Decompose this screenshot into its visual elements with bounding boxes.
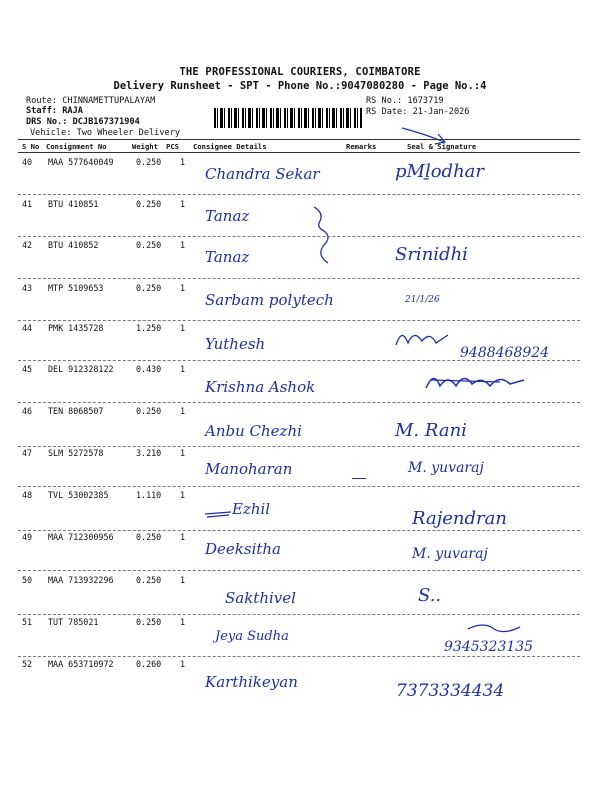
consignee-handwriting: Chandra Sekar	[205, 165, 320, 183]
weight: 0.260	[136, 659, 162, 669]
sno: 42	[22, 240, 33, 250]
sno: 51	[22, 617, 33, 627]
rs-number: RS No.: 1673719	[366, 96, 444, 106]
signature-scribble	[392, 325, 452, 351]
table-row	[0, 575, 600, 617]
staff-label: Staff: RAJA	[26, 106, 83, 116]
sno: 50	[22, 575, 33, 585]
vehicle-label: Vehicle: Two Wheeler Delivery	[30, 128, 181, 138]
pcs: 1	[180, 448, 186, 458]
consignment-no: TEN 8068507	[48, 406, 104, 416]
consignment-no: MAA 653710972	[48, 659, 114, 669]
consignee-handwriting: Krishna Ashok	[205, 378, 316, 396]
weight: 0.250	[136, 283, 162, 293]
sno: 40	[22, 157, 33, 167]
weight: 3.210	[136, 448, 162, 458]
consignee-handwriting: Ezhil	[232, 500, 271, 518]
consignment-no: TVL 53002385	[48, 490, 109, 500]
row-divider	[18, 194, 580, 195]
pcs: 1	[180, 617, 186, 627]
consignee-handwriting: Tanaz	[205, 248, 250, 266]
remark-dash	[352, 478, 366, 479]
consignment-no: BTU 410852	[48, 240, 99, 250]
consignment-no: TUT 785021	[48, 617, 99, 627]
consignee-handwriting: Jeya Sudha	[215, 629, 289, 644]
col-consignment: Consignment No	[46, 142, 107, 151]
consignee-handwriting: Yuthesh	[205, 335, 266, 353]
row-divider	[18, 446, 580, 447]
consignee-handwriting: Tanaz	[205, 207, 250, 225]
row-divider	[18, 486, 580, 487]
consignment-no: MAA 577640049	[48, 157, 114, 167]
sno: 45	[22, 364, 33, 374]
table-row	[0, 157, 600, 199]
consignee-handwriting: Deeksitha	[205, 540, 281, 558]
weight: 0.250	[136, 532, 162, 542]
sno: 41	[22, 199, 33, 209]
consignee-handwriting: Sarbam polytech	[205, 291, 334, 309]
table-row	[0, 490, 600, 532]
consignee-handwriting: Sakthivel	[225, 589, 296, 607]
weight: 0.250	[136, 240, 162, 250]
signature-handwriting: M. Rani	[395, 420, 467, 441]
sno: 49	[22, 532, 33, 542]
weight: 0.250	[136, 157, 162, 167]
pcs: 1	[180, 323, 186, 333]
phone-handwriting: 9488468924	[460, 345, 550, 361]
route-label: Route: CHINNAMETTUPALAYAM	[26, 96, 156, 106]
drs-barcode	[214, 108, 362, 128]
table-row	[0, 364, 600, 406]
strikethrough-mark	[203, 506, 233, 520]
consignment-no: DEL 912328122	[48, 364, 114, 374]
header-bottom-rule	[18, 152, 580, 153]
pcs: 1	[180, 575, 186, 585]
sno: 43	[22, 283, 33, 293]
pcs: 1	[180, 157, 186, 167]
rs-date: RS Date: 21-Jan-2026	[366, 107, 470, 117]
runsheet-subtitle: Delivery Runsheet - SPT - Phone No.:9047080280 - Page No.:4	[113, 80, 487, 92]
pcs: 1	[180, 659, 186, 669]
col-remarks: Remarks	[346, 142, 377, 151]
table-row	[0, 240, 600, 282]
date-stamp: 21/1/26	[405, 295, 440, 305]
company-title: THE PROFESSIONAL COURIERS, COIMBATORE	[179, 66, 421, 78]
row-divider	[18, 530, 580, 531]
pcs: 1	[180, 240, 186, 250]
pcs: 1	[180, 490, 186, 500]
header-top-rule	[18, 139, 580, 140]
signature-handwriting: Rajendran	[412, 508, 507, 529]
signature-scribble	[464, 619, 524, 637]
sno: 48	[22, 490, 33, 500]
row-divider	[18, 614, 580, 615]
row-divider	[18, 570, 580, 571]
sno: 46	[22, 406, 33, 416]
signature-handwriting: pMḻodhar	[395, 161, 484, 182]
pcs: 1	[180, 283, 186, 293]
consignment-no: MAA 712300956	[48, 532, 114, 542]
row-divider	[18, 656, 580, 657]
phone-handwriting: 9345323135	[444, 639, 534, 655]
table-row	[0, 659, 600, 701]
row-divider	[18, 402, 580, 403]
signature-handwriting: S..	[418, 585, 442, 606]
row-divider	[18, 320, 580, 321]
col-consignee: Consignee Details	[193, 142, 267, 151]
row-divider	[18, 236, 580, 237]
weight: 0.250	[136, 406, 162, 416]
pcs: 1	[180, 364, 186, 374]
consignee-handwriting: Manoharan	[205, 460, 293, 478]
row-divider	[18, 278, 580, 279]
consignment-no: SLM 5272578	[48, 448, 104, 458]
signature-handwriting: M. yuvaraj	[408, 460, 484, 476]
pcs: 1	[180, 532, 186, 542]
table-row	[0, 199, 600, 241]
col-weight: Weight	[132, 142, 158, 151]
consignment-no: BTU 410851	[48, 199, 99, 209]
pcs: 1	[180, 406, 186, 416]
consignment-no: MAA 713932296	[48, 575, 114, 585]
col-seal-signature: Seal & Signature	[407, 142, 477, 151]
consignee-handwriting: Anbu Chezhi	[205, 422, 302, 440]
col-pcs: PCS	[166, 142, 179, 151]
consignment-no: MTP 5109653	[48, 283, 104, 293]
phone-handwriting: 7373334434	[396, 681, 505, 701]
signature-handwriting: M. yuvaraj	[412, 546, 488, 562]
sno: 52	[22, 659, 33, 669]
drs-number: DRS No.: DCJB167371904	[26, 117, 140, 127]
weight: 1.250	[136, 323, 162, 333]
weight: 0.430	[136, 364, 162, 374]
table-row	[0, 617, 600, 659]
weight: 0.250	[136, 617, 162, 627]
col-sno: S No	[22, 142, 40, 151]
weight: 0.250	[136, 575, 162, 585]
table-row	[0, 283, 600, 325]
row-divider	[18, 360, 580, 361]
signature-handwriting: Srinidhi	[395, 244, 468, 265]
weight: 1.110	[136, 490, 162, 500]
sno: 44	[22, 323, 33, 333]
pcs: 1	[180, 199, 186, 209]
table-row	[0, 448, 600, 490]
weight: 0.250	[136, 199, 162, 209]
consignee-handwriting: Karthikeyan	[205, 673, 298, 691]
consignment-no: PMK 1435728	[48, 323, 104, 333]
table-row	[0, 406, 600, 448]
signature-scribble	[420, 366, 530, 396]
table-row	[0, 532, 600, 574]
table-row	[0, 323, 600, 365]
sno: 47	[22, 448, 33, 458]
